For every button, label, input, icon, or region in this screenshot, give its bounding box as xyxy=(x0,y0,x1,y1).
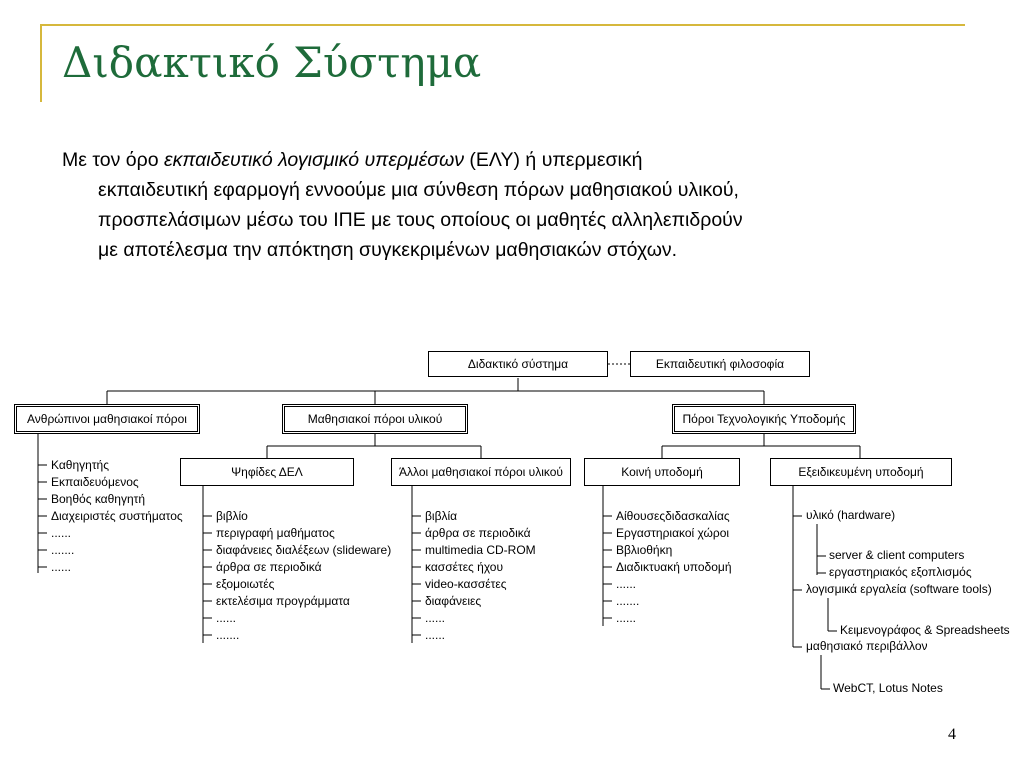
environment-item: μαθησιακό περιβάλλον xyxy=(806,639,928,653)
list-item: ....... xyxy=(616,594,640,608)
common-infra-node: Κοινή υποδομή xyxy=(584,458,740,486)
list-item: Εργαστηριακοί χώροι xyxy=(616,526,730,540)
list-item: Ββλιοθήκη xyxy=(616,543,673,557)
list-item: ...... xyxy=(616,611,637,625)
list-item: βιβλίο xyxy=(216,509,248,523)
slide-number: 4 xyxy=(948,726,956,743)
list-item: multimedia CD-ROM xyxy=(425,543,536,557)
list-item: ....... xyxy=(51,543,75,557)
list-item: ...... xyxy=(51,560,72,574)
root-node: Διδακτικό σύστημα xyxy=(428,351,608,377)
list-item: Εκπαιδευόμενος xyxy=(51,475,139,489)
para-line: προσπελάσιμων μέσω του ΙΠΕ με τους οποίους οι μαθητές αλληλεπιδρούν xyxy=(98,209,743,231)
list-item: Αίθουσεςδιδασκαλίας xyxy=(616,509,730,523)
list-item: ...... xyxy=(425,628,446,642)
list-item: ...... xyxy=(216,611,237,625)
philosophy-node: Εκπαιδευτική φιλοσοφία xyxy=(630,351,810,377)
tech-resources-node: Πόροι Τεχνολογικής Υποδομής xyxy=(672,404,856,434)
para-line: εκπαιδευτική εφαρμογή εννοούμε μια σύνθεση πόρων μαθησιακού υλικού, xyxy=(98,179,739,201)
environment-subitem: WebCT, Lotus Notes xyxy=(833,681,943,695)
hardware-subitem: server & client computers xyxy=(829,548,965,562)
software-item: λογισμικά εργαλεία (software tools) xyxy=(806,582,992,596)
list-item: βιβλία xyxy=(425,509,458,523)
special-infra-node: Εξειδικευμένη υποδομή xyxy=(770,458,952,486)
list-item: άρθρα σε περιοδικά xyxy=(425,526,531,540)
list-item: Βοηθός καθηγητή xyxy=(51,492,146,506)
human-resources-node: Ανθρώπινοι μαθησιακοί πόροι xyxy=(14,404,200,434)
other-material-node: Άλλοι μαθησιακοί πόροι υλικού xyxy=(391,458,571,486)
para-text: (ΕΛΥ) ή υπερμεσική xyxy=(464,149,643,171)
list-item: Διαχειριστές συστήματος xyxy=(51,509,183,523)
software-subitem: Κειμενογράφος & Spreadsheets xyxy=(840,623,1010,637)
list-item: εξομοιωτές xyxy=(216,577,275,591)
material-resources-node: Μαθησιακοί πόροι υλικού xyxy=(282,404,468,434)
list-item: διαφάνειες xyxy=(425,594,482,608)
hardware-subitem: εργαστηριακός εξοπλισμός xyxy=(829,565,972,579)
list-item: Καθηγητής xyxy=(51,458,110,472)
list-item: εκτελέσιμα προγράμματα xyxy=(216,594,350,608)
human-resources-list xyxy=(51,457,183,576)
para-text: Με τον όρο xyxy=(62,149,164,171)
list-item: Διαδικτυακή υποδομή xyxy=(616,560,732,574)
list-item: άρθρα σε περιοδικά xyxy=(216,560,322,574)
list-item: video-κασσέτες xyxy=(425,577,507,591)
list-item: κασσέτες ήχου xyxy=(425,560,504,574)
list-item: ....... xyxy=(216,628,240,642)
list-item: διαφάνειες διαλέξεων (slideware) xyxy=(216,543,392,557)
para-line: με αποτέλεσμα την απόκτηση συγκεκριμένων μαθησιακών στόχων. xyxy=(98,239,678,261)
hardware-item: υλικό (hardware) xyxy=(806,508,896,522)
list-item: ...... xyxy=(425,611,446,625)
other-material-list xyxy=(425,508,536,644)
para-term: εκπαιδευτικό λογισμικό υπερμέσων xyxy=(164,149,465,171)
common-infra-list xyxy=(616,508,732,627)
list-item: ...... xyxy=(51,526,72,540)
digital-units-list xyxy=(216,508,391,644)
slide-title: Διδακτικό Σύστημα xyxy=(62,38,482,87)
list-item: περιγραφή μαθήματος xyxy=(216,526,335,540)
digital-units-node: Ψηφίδες ΔΕΛ xyxy=(180,458,354,486)
list-item: ...... xyxy=(616,577,637,591)
